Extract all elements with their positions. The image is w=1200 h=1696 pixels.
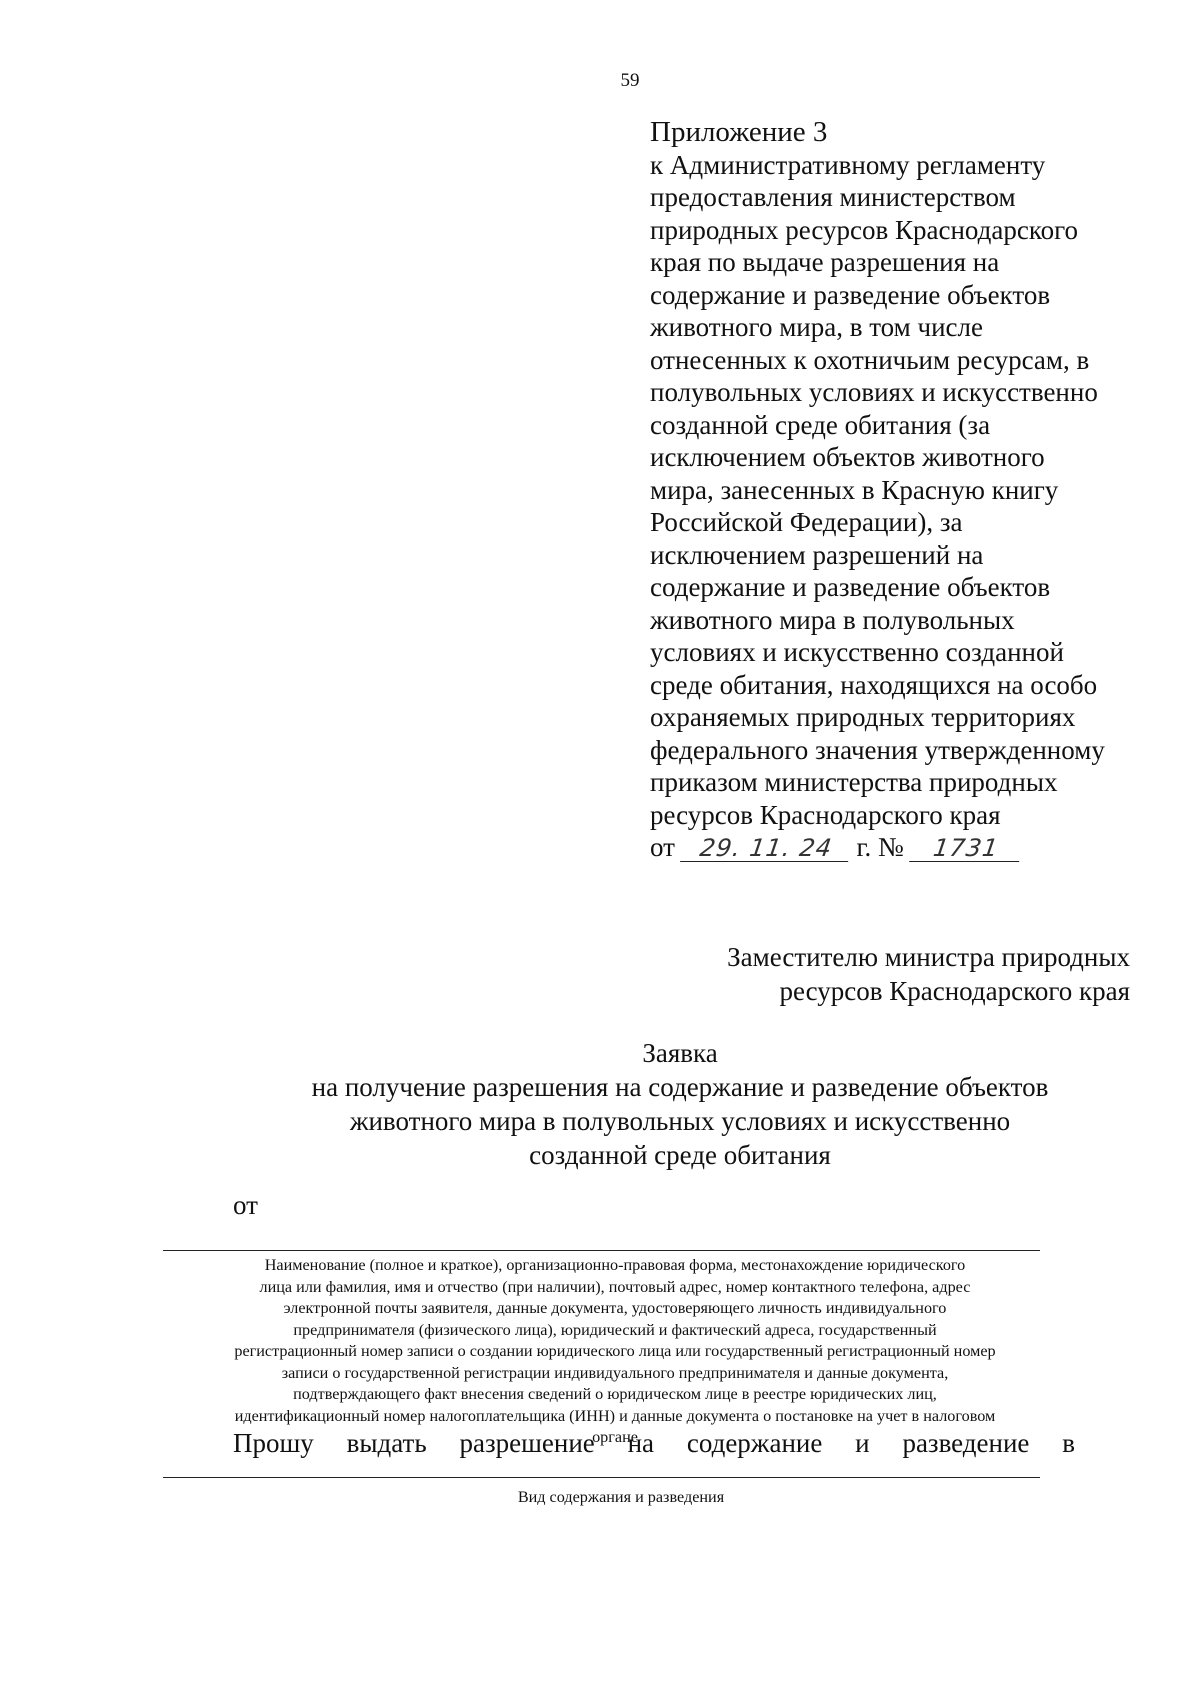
request-title: Заявка: [642, 1038, 718, 1068]
note-line: Наименование (полное и краткое), организационно-правовая форма, местонахождение юридического: [264, 1256, 966, 1274]
request-subtitle-line: животного мира в полувольных условиях и искусственно: [349, 1106, 1011, 1136]
appendix-block: [650, 116, 1170, 864]
note-line: записи о государственной регистрации индивидуального предпринимателя и данные документа,: [281, 1363, 949, 1382]
kind-fill-line[interactable]: [163, 1477, 1040, 1478]
appendix-line: приказом министерства природных: [650, 767, 1058, 797]
body-word: разведение: [902, 1428, 1030, 1458]
from-label: от: [233, 1190, 258, 1220]
body-word: выдать: [346, 1428, 427, 1458]
appendix-line: животного мира, в том числе: [650, 312, 983, 342]
addressee-line: Заместителю министра природных: [727, 942, 1130, 972]
appendix-line: края по выдаче разрешения на: [650, 247, 1000, 277]
request-heading: [240, 1036, 1120, 1172]
handwritten-order-number: 1731: [909, 835, 1023, 862]
appendix-line: среде обитания, находящихся на особо: [650, 669, 1098, 700]
note-line: электронной почты заявителя, данные документа, удостоверяющего личность индивидуального: [283, 1299, 947, 1317]
appendix-line: содержание и разведение объектов: [650, 279, 1051, 310]
body-word: разрешение: [459, 1428, 595, 1458]
appendix-line: условиях и искусственно созданной: [650, 637, 1064, 667]
addressee-line: ресурсов Краснодарского края: [779, 976, 1130, 1006]
note-line: регистрационный номер записи о создании юридического лица или государственный регистрационный номер: [234, 1342, 996, 1360]
applicant-fill-line[interactable]: [163, 1250, 1040, 1251]
applicant-note: [160, 1255, 1070, 1449]
body-word: в: [1062, 1428, 1075, 1458]
handwritten-date: 29. 11. 24: [680, 835, 852, 862]
appendix-line: природных ресурсов Краснодарского: [650, 214, 1078, 245]
note-line: органе: [592, 1428, 638, 1446]
appendix-line: Российской Федерации), за: [650, 507, 963, 537]
body-word: на: [627, 1428, 655, 1458]
order-date-line: [650, 831, 1170, 864]
date-prefix: от: [650, 832, 675, 862]
appendix-line: федерального значения утвержденному: [650, 734, 1105, 765]
appendix-title: Приложение 3: [650, 116, 828, 148]
appendix-line: созданной среде обитания (за: [650, 409, 991, 440]
appendix-line: исключением разрешений на: [650, 539, 984, 570]
note-line: предпринимателя (физического лица), юридический и фактический адреса, государственный: [293, 1320, 937, 1339]
body-word: и: [855, 1428, 870, 1458]
page-number: 59: [620, 70, 640, 91]
appendix-line: отнесенных к охотничьим ресурсам, в: [650, 344, 1090, 375]
note-line: лица или фамилия, имя и отчество (при наличии), почтовый адрес, номер контактного телефона, адрес: [259, 1277, 971, 1296]
appendix-line: охраняемых природных территориях: [650, 702, 1076, 732]
note-line: подтверждающего факт внесения сведений о юридическом лице в реестре юридических лиц,: [293, 1385, 937, 1403]
appendix-line: мира, занесенных в Красную книгу: [650, 474, 1059, 505]
appendix-line: исключением объектов животного: [650, 442, 1045, 472]
body-word: содержание: [686, 1428, 823, 1458]
appendix-line: животного мира в полувольных: [650, 604, 1015, 635]
request-subtitle-line: созданной среде обитания: [529, 1140, 831, 1170]
request-body: [233, 1428, 1075, 1459]
note-line: идентификационный номер налогоплательщика (ИНН) и данные документа о постановке на учет в налоговом: [234, 1406, 996, 1425]
appendix-line: содержание и разведение объектов: [650, 572, 1051, 602]
appendix-line: ресурсов Краснодарского края: [650, 799, 1001, 830]
appendix-line: предоставления министерством: [650, 182, 1016, 212]
appendix-line: к Административному регламенту: [650, 149, 1046, 180]
kind-caption: Вид содержания и разведения: [517, 1488, 725, 1506]
request-subtitle-line: на получение разрешения на содержание и разведение объектов: [311, 1072, 1049, 1102]
appendix-line: полувольных условиях и искусственно: [650, 377, 1098, 407]
body-word: Прошу: [233, 1428, 314, 1458]
addressee-block: [727, 940, 1130, 1008]
date-suffix: г. №: [856, 832, 904, 862]
